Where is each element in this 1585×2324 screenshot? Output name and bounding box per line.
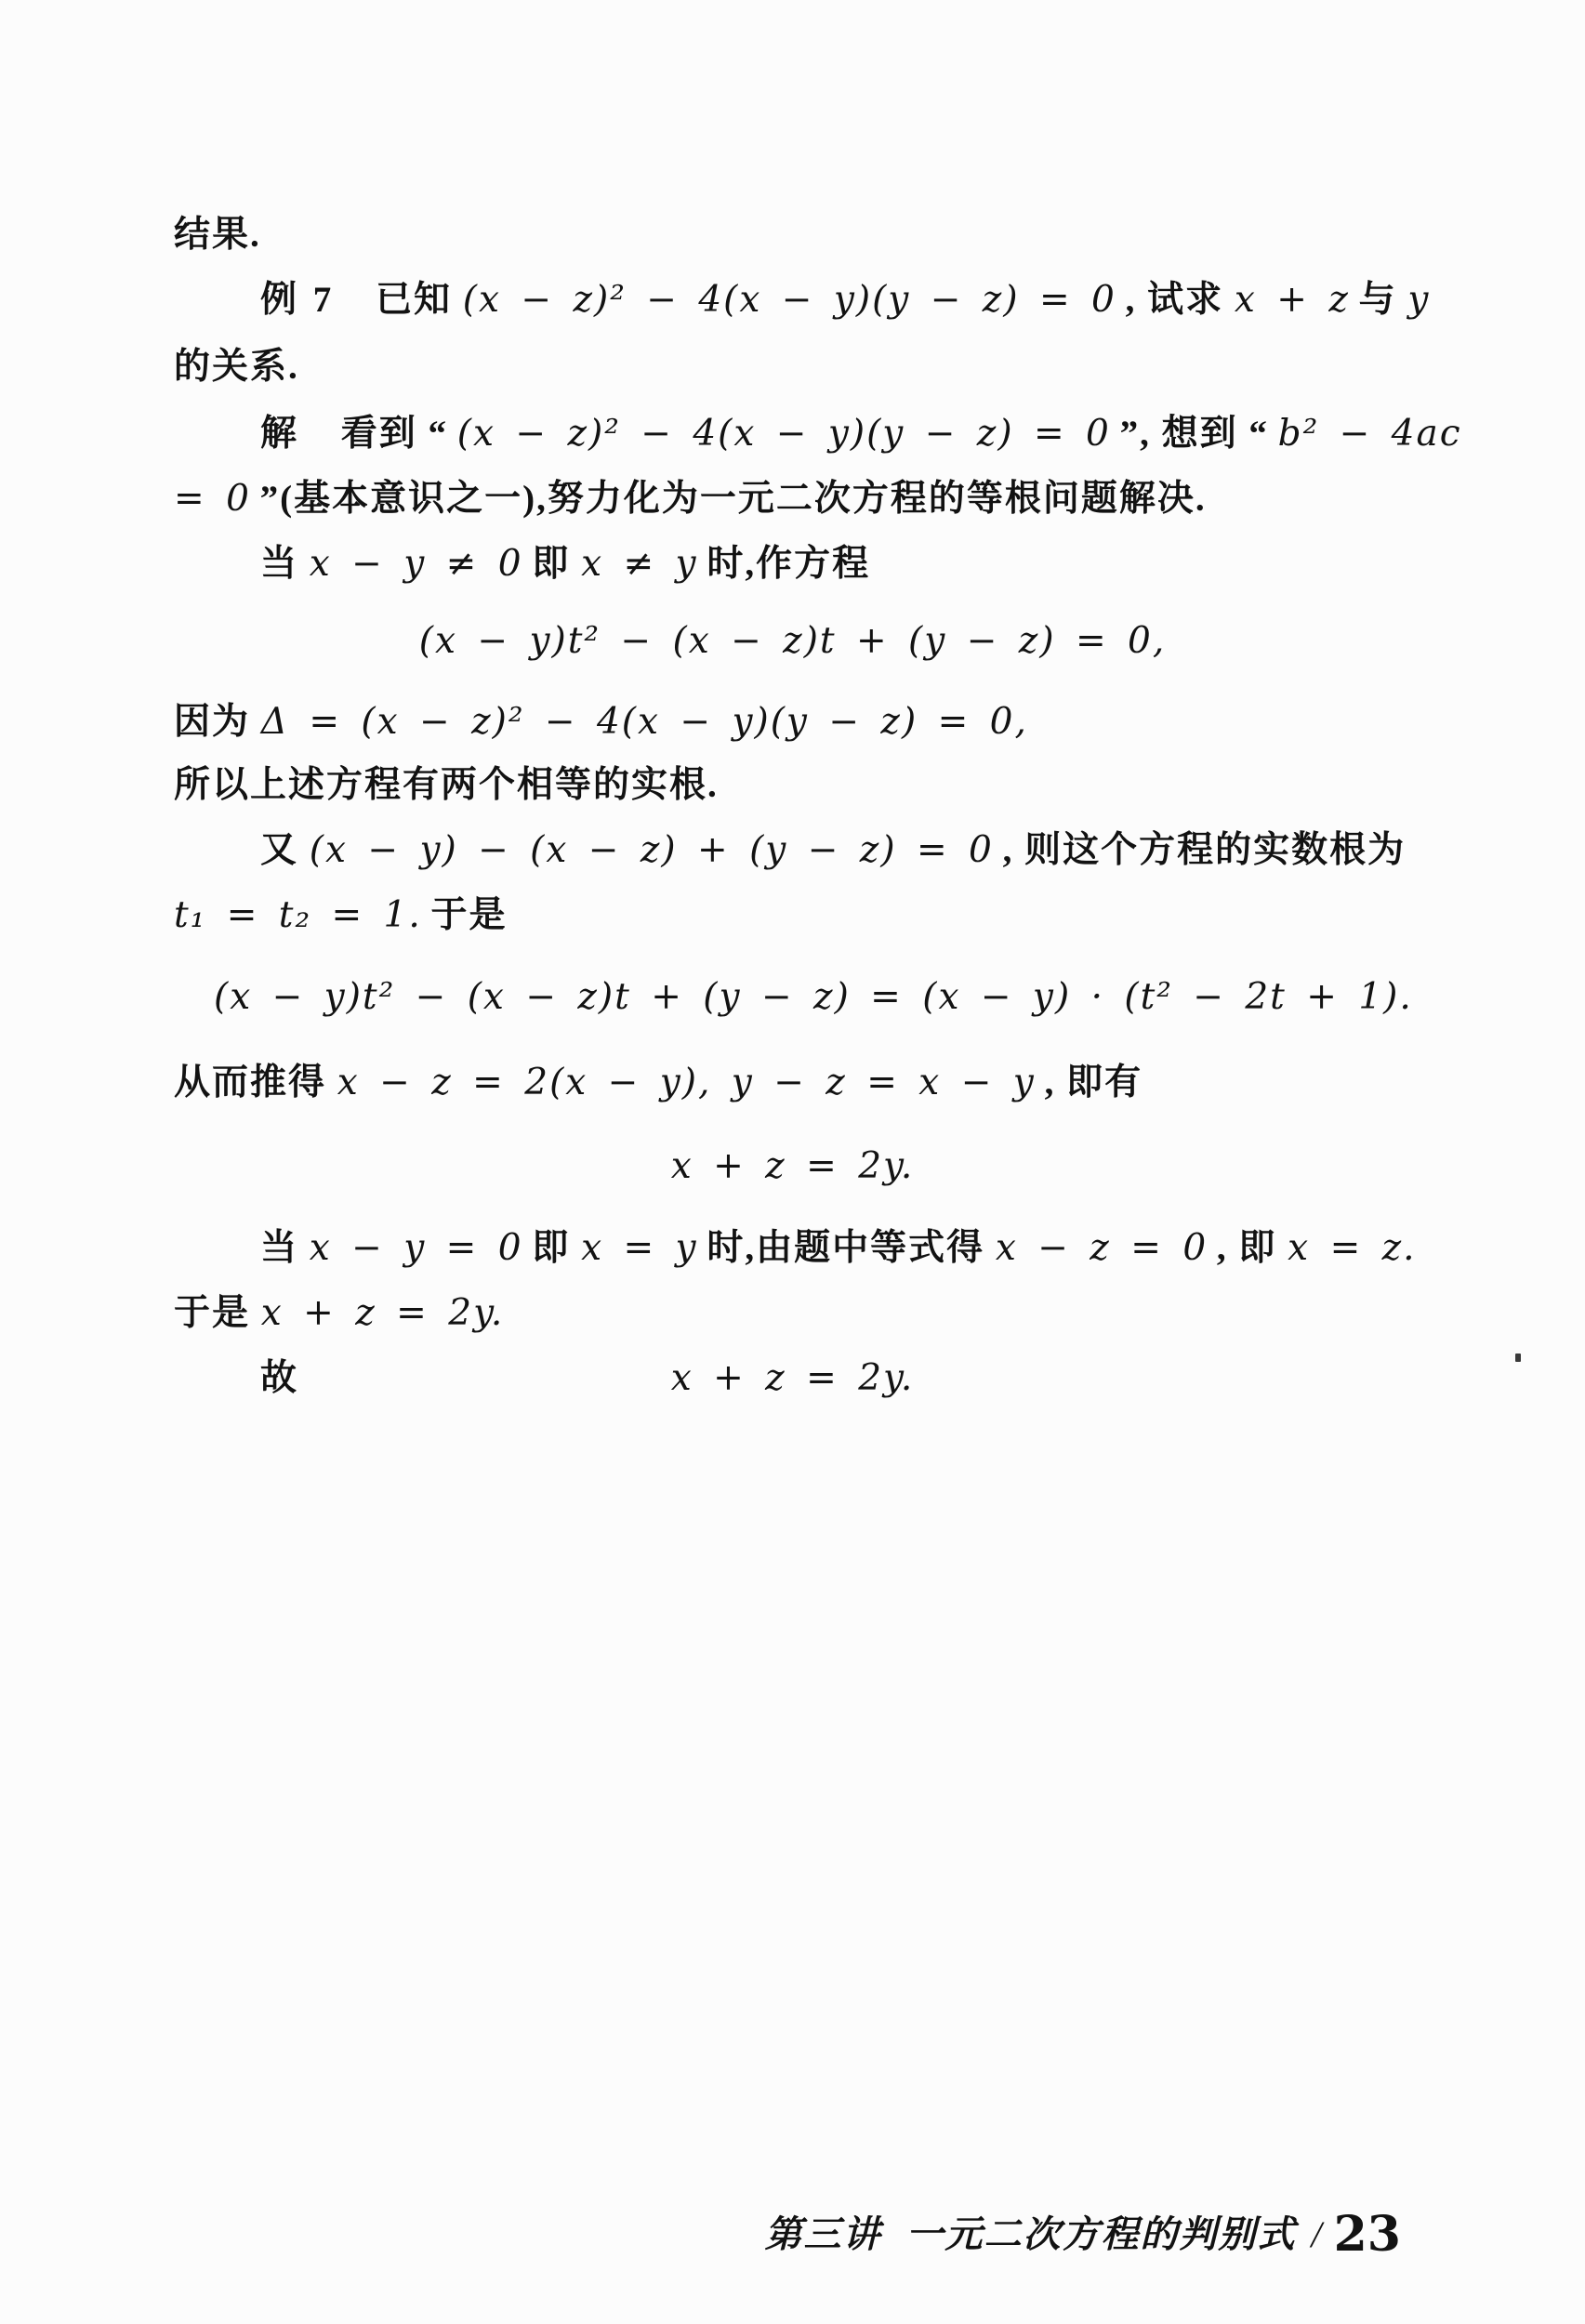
math-run: x + z = 2y. (670, 1357, 915, 1399)
cn-run: 因为 (174, 702, 261, 742)
cn-run: ”(基本意识之一),努力化为一元二次方程的等根问题解决. (259, 479, 1207, 519)
math-run: x + z (1234, 279, 1350, 321)
text-line-2-example-statement (260, 277, 1430, 324)
footer-title: 一元二次方程的判别式 (905, 2213, 1297, 2255)
math-run: x + z = 2y. (670, 1145, 915, 1187)
text-line-6 (260, 541, 870, 588)
text-line-1 (174, 212, 261, 258)
math-run: Δ = (x − z)² − 4(x − y)(y − z) = 0, (260, 701, 1028, 743)
text-line-16 (174, 1290, 504, 1337)
display-equation-2 (214, 974, 1413, 1021)
cn-run: 从而推得 (174, 1063, 337, 1103)
text-line-8-discriminant (174, 699, 1028, 746)
math-run: x + z = 2y. (260, 1292, 505, 1334)
display-equation-1 (0, 618, 1585, 665)
text-line-13 (174, 1060, 1143, 1106)
text-line-9 (174, 762, 719, 809)
cn-run: 已知 (376, 280, 463, 320)
cn-run: , 即有 (1044, 1063, 1143, 1103)
footer-slash: / (1311, 2213, 1325, 2255)
math-run: (x − y)t² − (x − z)t + (y − z) = (x − y) · (t² − 2t + 1). (214, 976, 1413, 1018)
math-run: = 0 (174, 478, 251, 520)
cn-run: , 即 (1216, 1228, 1288, 1268)
cn-run: 于是 (430, 895, 508, 935)
cn-run: 的关系. (174, 347, 299, 387)
text-line-10 (260, 827, 1406, 874)
cn-run: 又 (260, 830, 310, 870)
cn-run: , 则这个方程的实数根为 (1002, 830, 1407, 870)
text-line-15-case-2 (260, 1225, 1417, 1272)
footer-page-number: 23 (1333, 2206, 1401, 2263)
cn-run: , 试求 (1125, 280, 1235, 320)
cn-run: 当 (260, 1228, 310, 1268)
cn-run: 时,由题中等式得 (707, 1228, 996, 1268)
example-label: 例 7 (260, 280, 336, 320)
math-run: x = z. (1288, 1227, 1417, 1269)
cn-run: 当 (260, 544, 310, 584)
display-equation-3 (0, 1143, 1585, 1190)
cn-run: 于是 (174, 1293, 261, 1333)
math-run: x ≠ y (581, 543, 698, 585)
math-run: (x − y)t² − (x − z)t + (y − z) = 0, (418, 620, 1167, 662)
math-run: x − y ≠ 0 (309, 543, 523, 585)
text-line-11-roots (174, 892, 508, 939)
text-line-5 (174, 476, 1207, 522)
ink-speck (1515, 1353, 1521, 1362)
cn-run: 时,作方程 (707, 544, 871, 584)
math-run: x − y = 0 (309, 1227, 523, 1269)
cn-run: 所以上述方程有两个相等的实根. (174, 765, 719, 805)
math-run: b² − 4ac (1277, 413, 1462, 455)
cn-run: 结果. (174, 215, 261, 255)
footer-spacer (882, 2213, 906, 2255)
math-run: x = y (581, 1227, 698, 1269)
math-run: t₁ = t₂ = 1. (174, 894, 422, 936)
text-line-3 (174, 344, 299, 390)
footer-chapter: 第三讲 (764, 2213, 882, 2255)
cn-run: 即 (532, 544, 582, 584)
therefore-label: 故 (260, 1358, 301, 1398)
cn-run: 看到 “ (340, 414, 449, 454)
math-run: (x − z)² − 4(x − y)(y − z) = 0 (462, 279, 1116, 321)
math-run: (x − y) − (x − z) + (y − z) = 0 (309, 829, 994, 871)
text-line-4-solution-start (260, 411, 1462, 457)
solution-label: 解 (260, 414, 301, 454)
math-run: (x − z)² − 4(x − y)(y − z) = 0 (456, 413, 1111, 455)
cn-run: 即 (532, 1228, 582, 1268)
math-run: y (1407, 279, 1431, 321)
page-footer (764, 2206, 1402, 2263)
text-line-17-conclusion (0, 1355, 1585, 1402)
math-run: x − z = 0 (995, 1227, 1209, 1269)
cn-run: ”, 想到 “ (1119, 414, 1269, 454)
math-run: x − z = 2(x − y), y − z = x − y (337, 1062, 1036, 1103)
cn-run: 与 (1358, 280, 1408, 320)
